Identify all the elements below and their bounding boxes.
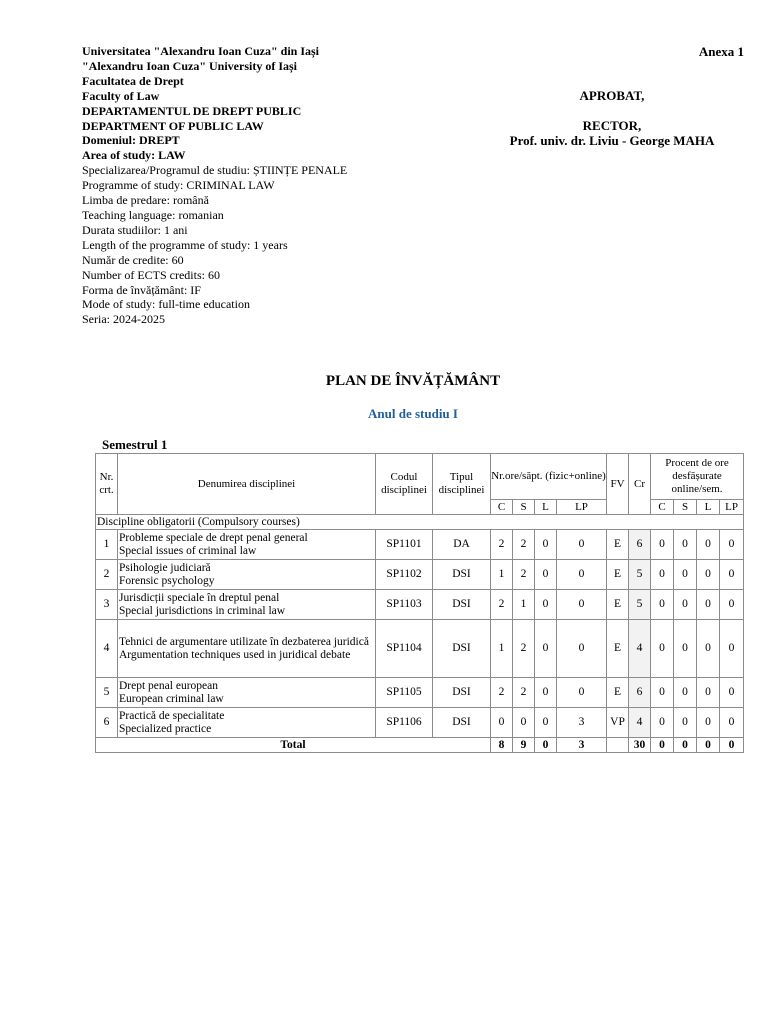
total-hours-l: 0 [535, 738, 557, 753]
total-row [96, 738, 744, 753]
header-pct-lp: LP [720, 500, 744, 515]
pct-c: 0 [651, 590, 674, 620]
hours-l: 0 [535, 590, 557, 620]
header-hours: Nr.ore/săpt. (fizic+online) [491, 454, 607, 500]
pct-lp: 0 [720, 590, 744, 620]
hours-c: 2 [491, 530, 513, 560]
pct-c: 0 [651, 620, 674, 678]
total-credits: 30 [629, 738, 651, 753]
pct-l: 0 [697, 530, 720, 560]
header-code: Codul disciplinei [376, 454, 433, 515]
discipline-type: DSI [433, 560, 491, 590]
pct-c: 0 [651, 560, 674, 590]
credits: 6 [629, 678, 651, 708]
header-pct-c: C [651, 500, 674, 515]
header-line: Length of the programme of study: 1 years [82, 237, 288, 252]
row-number: 3 [96, 590, 118, 620]
discipline-name-en: Specialized practice [119, 722, 212, 735]
header-line: DEPARTMENT OF PUBLIC LAW [82, 118, 264, 133]
header-line: Teaching language: romanian [82, 207, 224, 222]
total-pct-lp: 0 [720, 738, 744, 753]
pct-s: 0 [674, 708, 697, 738]
fv: VP [607, 708, 629, 738]
discipline-name-ro: Jurisdicții speciale în dreptul penal [119, 592, 280, 604]
table-row [96, 620, 744, 678]
hours-s: 2 [513, 620, 535, 678]
fv: E [607, 590, 629, 620]
discipline-name [118, 530, 376, 560]
header-line: Limba de predare: română [82, 193, 209, 208]
semester-title: Semestrul 1 [102, 437, 168, 452]
hours-l: 0 [535, 530, 557, 560]
total-fv [607, 738, 629, 753]
header-c: C [491, 500, 513, 515]
hours-s: 1 [513, 590, 535, 620]
table-row [96, 678, 744, 708]
header-type: Tipul disciplinei [433, 454, 491, 515]
table-row [96, 560, 744, 590]
row-number: 6 [96, 708, 118, 738]
discipline-code: SP1103 [376, 590, 433, 620]
fv: E [607, 530, 629, 560]
hours-s: 2 [513, 678, 535, 708]
total-label: Total [96, 738, 491, 753]
header-pct-l: L [697, 500, 720, 515]
discipline-type: DSI [433, 590, 491, 620]
row-number: 4 [96, 620, 118, 678]
total-hours-s: 9 [513, 738, 535, 753]
discipline-name [118, 620, 376, 678]
hours-lp: 0 [557, 560, 607, 590]
pct-l: 0 [697, 560, 720, 590]
curriculum-table [95, 453, 744, 753]
discipline-name [118, 590, 376, 620]
discipline-name-ro: Drept penal european [119, 680, 218, 692]
pct-l: 0 [697, 620, 720, 678]
discipline-code: SP1106 [376, 708, 433, 738]
header-line: Programme of study: CRIMINAL LAW [82, 178, 275, 193]
header-line: Specializarea/Programul de studiu: ȘTIINȚE PENALE [82, 163, 348, 178]
pct-l: 0 [697, 678, 720, 708]
hours-l: 0 [535, 620, 557, 678]
annex-label: Anexa 1 [698, 44, 744, 59]
fv: E [607, 678, 629, 708]
pct-lp: 0 [720, 530, 744, 560]
header-pct-s: S [674, 500, 697, 515]
pct-lp: 0 [720, 708, 744, 738]
discipline-type: DSI [433, 678, 491, 708]
hours-lp: 3 [557, 708, 607, 738]
pct-s: 0 [674, 620, 697, 678]
discipline-name [118, 678, 376, 708]
credits: 6 [629, 530, 651, 560]
hours-lp: 0 [557, 530, 607, 560]
hours-l: 0 [535, 560, 557, 590]
hours-c: 0 [491, 708, 513, 738]
rector-name: Prof. univ. dr. Liviu - George MAHA [509, 133, 715, 148]
hours-lp: 0 [557, 590, 607, 620]
discipline-name [118, 560, 376, 590]
pct-s: 0 [674, 590, 697, 620]
rector-label: RECTOR, [582, 118, 642, 133]
row-number: 1 [96, 530, 118, 560]
plan-title: PLAN DE ÎNVĂȚĂMÂNT [325, 373, 501, 389]
discipline-name-en: Argumentation techniques used in juridical debate [119, 648, 351, 661]
hours-lp: 0 [557, 620, 607, 678]
discipline-code: SP1105 [376, 678, 433, 708]
header-line: Durata studiilor: 1 ani [82, 222, 188, 237]
total-pct-c: 0 [651, 738, 674, 753]
header-line: Mode of study: full-time education [82, 297, 250, 312]
header-line: Area of study: LAW [82, 148, 186, 163]
approval-block [480, 88, 744, 148]
table-row [96, 708, 744, 738]
discipline-code: SP1102 [376, 560, 433, 590]
discipline-type: DSI [433, 708, 491, 738]
pct-s: 0 [674, 530, 697, 560]
hours-c: 1 [491, 620, 513, 678]
header-lp: LP [557, 500, 607, 515]
header-line: "Alexandru Ioan Cuza" University of Iași [82, 58, 298, 73]
discipline-name-en: Forensic psychology [119, 574, 215, 587]
discipline-type: DA [433, 530, 491, 560]
row-number: 5 [96, 678, 118, 708]
discipline-name-ro: Psihologie judiciară [119, 562, 211, 574]
section-compulsory: Discipline obligatorii (Compulsory courses) [96, 515, 744, 530]
hours-s: 2 [513, 530, 535, 560]
hours-s: 2 [513, 560, 535, 590]
header-line: Domeniul: DREPT [82, 133, 180, 148]
institution-header [82, 44, 347, 327]
discipline-name-en: European criminal law [119, 692, 224, 705]
header-line: Seria: 2024-2025 [82, 312, 165, 327]
header-line: DEPARTAMENTUL DE DREPT PUBLIC [82, 103, 302, 118]
header-line: Number of ECTS credits: 60 [82, 267, 220, 282]
total-pct-s: 0 [674, 738, 697, 753]
hours-l: 0 [535, 708, 557, 738]
fv: E [607, 560, 629, 590]
pct-l: 0 [697, 590, 720, 620]
credits: 4 [629, 708, 651, 738]
pct-l: 0 [697, 708, 720, 738]
discipline-type: DSI [433, 620, 491, 678]
table-row [96, 530, 744, 560]
total-pct-l: 0 [697, 738, 720, 753]
pct-c: 0 [651, 678, 674, 708]
pct-c: 0 [651, 708, 674, 738]
header-l: L [535, 500, 557, 515]
discipline-name-ro: Practică de specialitate [119, 710, 225, 722]
pct-lp: 0 [720, 678, 744, 708]
pct-lp: 0 [720, 560, 744, 590]
hours-c: 2 [491, 678, 513, 708]
year-title: Anul de studiu I [368, 406, 458, 421]
hours-l: 0 [535, 678, 557, 708]
header-line: Număr de credite: 60 [82, 252, 184, 267]
fv: E [607, 620, 629, 678]
pct-lp: 0 [720, 620, 744, 678]
header-cr: Cr [629, 454, 651, 515]
discipline-name-en: Special issues of criminal law [119, 544, 257, 557]
header-online-percent: Procent de ore desfășurate online/sem. [651, 454, 744, 500]
discipline-name-ro: Tehnici de argumentare utilizate în dezbaterea juridică [119, 636, 369, 648]
discipline-name [118, 708, 376, 738]
credits: 5 [629, 590, 651, 620]
row-number: 2 [96, 560, 118, 590]
discipline-name-en: Special jurisdictions in criminal law [119, 604, 286, 617]
pct-s: 0 [674, 560, 697, 590]
hours-s: 0 [513, 708, 535, 738]
hours-c: 1 [491, 560, 513, 590]
pct-s: 0 [674, 678, 697, 708]
header-line: Facultatea de Drept [82, 73, 184, 88]
discipline-name-ro: Probleme speciale de drept penal general [119, 532, 308, 544]
pct-c: 0 [651, 530, 674, 560]
credits: 4 [629, 620, 651, 678]
header-line: Forma de învățământ: IF [82, 282, 201, 297]
hours-c: 2 [491, 590, 513, 620]
header-fv: FV [607, 454, 629, 515]
header-nr: Nr. crt. [96, 454, 118, 515]
header-name: Denumirea disciplinei [118, 454, 376, 515]
approved-label: APROBAT, [579, 88, 645, 103]
discipline-code: SP1104 [376, 620, 433, 678]
total-hours-lp: 3 [557, 738, 607, 753]
header-line: Faculty of Law [82, 88, 160, 103]
credits: 5 [629, 560, 651, 590]
total-hours-c: 8 [491, 738, 513, 753]
discipline-code: SP1101 [376, 530, 433, 560]
header-line: Universitatea "Alexandru Ioan Cuza" din Iași [82, 44, 320, 58]
table-row [96, 590, 744, 620]
hours-lp: 0 [557, 678, 607, 708]
header-s: S [513, 500, 535, 515]
